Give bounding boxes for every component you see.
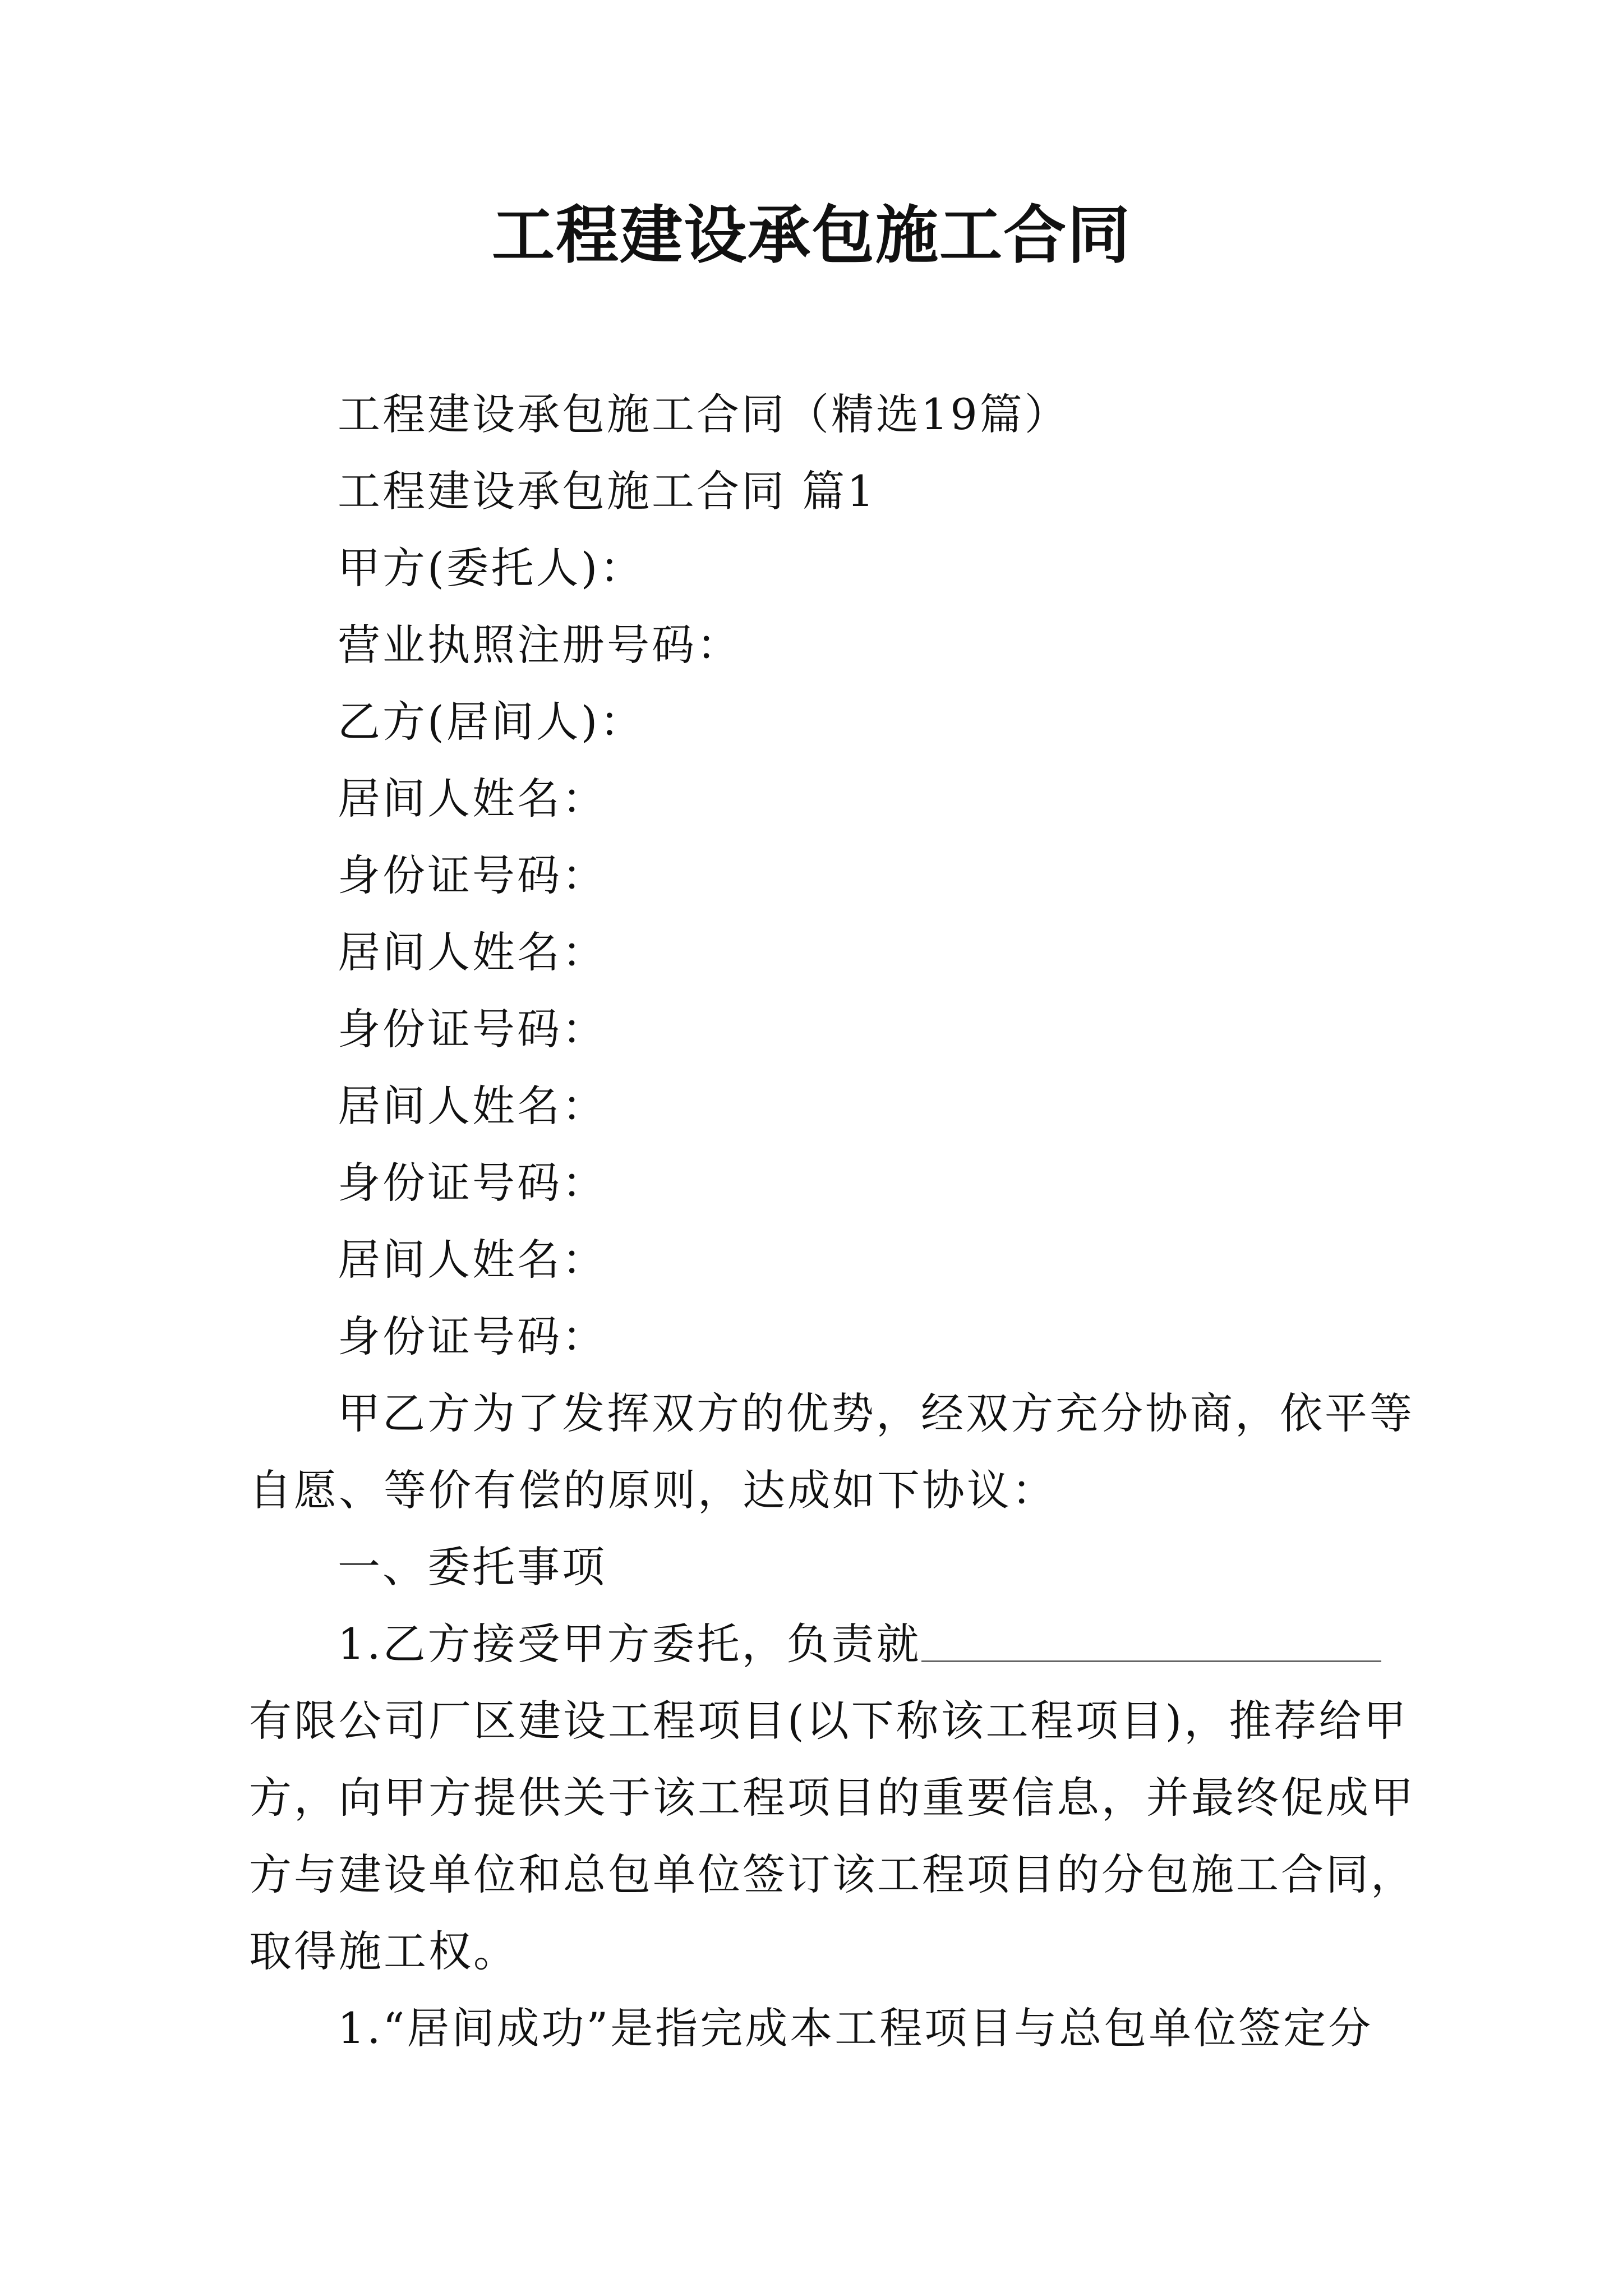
business-license-label: 营业执照注册号码： bbox=[338, 620, 741, 670]
clause-text: 1.乙方接受甲方委托，负责就 bbox=[338, 1619, 921, 1669]
intermediary-name-label: 居间人姓名： bbox=[338, 1235, 607, 1285]
id-number-label: 身份证号码： bbox=[338, 1004, 607, 1054]
agreement-paragraph-line: 甲乙方为了发挥双方的优势，经双方充分协商，依平等 bbox=[338, 1388, 1414, 1438]
section-heading: 工程建设承包施工合同 篇1 bbox=[338, 466, 877, 516]
intermediary-name-label: 居间人姓名： bbox=[338, 774, 607, 823]
clause-paragraph-line: 方与建设单位和总包单位签订该工程项目的分包施工合同， bbox=[249, 1849, 1415, 1899]
id-number-label: 身份证号码： bbox=[338, 1312, 607, 1361]
clause-paragraph-line: 方，向甲方提供关于该工程项目的重要信息，并最终促成甲 bbox=[249, 1773, 1415, 1823]
clause-paragraph-line: 取得施工权。 bbox=[249, 1926, 518, 1976]
definition-line: 1.“居间成功”是指完成本工程项目与总包单位签定分 bbox=[338, 2003, 1373, 2053]
intermediary-name-label: 居间人姓名： bbox=[338, 927, 607, 977]
intermediary-name-label: 居间人姓名： bbox=[338, 1081, 607, 1131]
clause-paragraph-line: 有限公司厂区建设工程项目(以下称该工程项目)，推荐给甲 bbox=[249, 1696, 1409, 1746]
fill-in-blank bbox=[921, 1618, 1381, 1662]
clause-heading: 一、委托事项 bbox=[338, 1542, 607, 1592]
document-subtitle: 工程建设承包施工合同（精选19篇） bbox=[338, 389, 1069, 439]
document-title: 工程建设承包施工合同 bbox=[492, 199, 1131, 272]
party-a-label: 甲方(委托人)： bbox=[338, 543, 645, 593]
party-b-label: 乙方(居间人)： bbox=[338, 697, 645, 747]
id-number-label: 身份证号码： bbox=[338, 850, 607, 900]
id-number-label: 身份证号码： bbox=[338, 1158, 607, 1208]
agreement-paragraph-line: 自愿、等价有偿的原则，达成如下协议： bbox=[249, 1465, 1057, 1515]
document-body bbox=[249, 376, 1415, 2067]
clause-line-with-blank bbox=[249, 1605, 1399, 1682]
